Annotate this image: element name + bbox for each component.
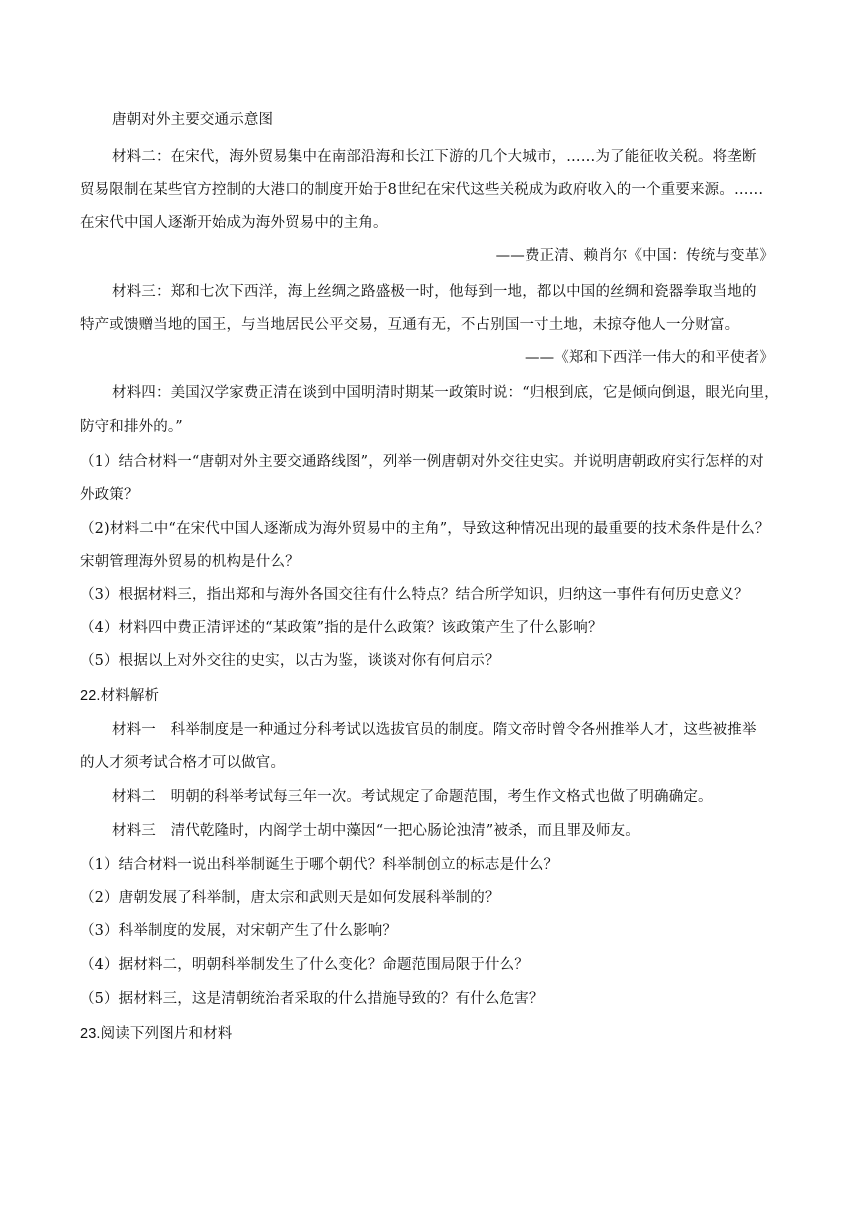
material4-line2: 防守和排外的。” [80, 419, 183, 435]
q22-question1: （1）结合材料一说出科举制诞生于哪个朝代？科举制创立的标志是什么？ [80, 857, 559, 873]
material2-line3: 在宋代中国人逐渐开始成为海外贸易中的主角。 [80, 215, 388, 231]
material3-line1: 材料三：郑和七次下西洋，海上丝绸之路盛极一时，他每到一地，都以中国的丝绸和瓷器拳取当地的 [112, 284, 757, 300]
q22-heading: 22.材料解析 [80, 688, 160, 704]
q21-question4: （4）材料四中费正清评述的“某政策”指的是什么政策？该政策产生了什么影响？ [80, 620, 603, 636]
material3-source: ——《郑和下西洋一伟大的和平使者》 [524, 350, 774, 366]
q22-material3: 材料三 清代乾隆时，内阁学士胡中藻因“一把心肠论浊清”被杀，而且罪及师友。 [112, 823, 640, 839]
q21-question2-line2: 宋朝管理海外贸易的机构是什么？ [80, 554, 300, 570]
q21-question2-line1: （2)材料二中“在宋代中国人逐渐成为海外贸易中的主角”，导致这种情况出现的最重要的技术条件是什么？ [80, 521, 770, 537]
q22-material1-line2: 的人才须考试合格才可以做官。 [80, 755, 286, 771]
q22-question4: （4）据材料二，明朝科举制发生了什么变化？命题范围局限于什么？ [80, 957, 529, 973]
q22-question5: （5）据材料三，这是清朝统治者采取的什么措施导致的？有什么危害？ [80, 991, 544, 1007]
material3-line2: 特产或馈赠当地的国王，与当地居民公平交易，互通有无，不占别国一寸土地，未掠夺他人一分财富。 [80, 317, 740, 333]
q21-question1-line1: （1）结合材料一“唐朝对外主要交通路线图”，列举一例唐朝对外交往史实。并说明唐朝政府实行怎样的对 [80, 454, 764, 470]
q21-question5: （5）根据以上对外交往的史实，以古为鉴，谈谈对你有何启示？ [80, 653, 500, 669]
q21-question1-line2: 外政策？ [80, 487, 139, 503]
material4-line1: 材料四：美国汉学家费正清在谈到中国明清时期某一政策时说：“归根到底，它是倾向倒退，眼光向里， [112, 385, 779, 401]
q23-heading: 23.阅读下列图片和材料 [80, 1026, 233, 1042]
q21-question3: （3）根据材料三，指出郑和与海外各国交往有什么特点？结合所学知识，归纳这一事件有何历史意义？ [80, 587, 749, 603]
q22-question3: （3）科举制度的发展，对宋朝产生了什么影响？ [80, 923, 398, 939]
material2-line1: 材料二：在宋代，海外贸易集中在南部沿海和长江下游的几个大城市，……为了能征收关税。将垄断 [112, 149, 757, 165]
map-caption: 唐朝对外主要交通示意图 [112, 112, 274, 128]
material2-source: ——费正清、赖肖尔《中国：传统与变革》 [495, 248, 774, 264]
q22-material1-line1: 材料一 科举制度是一种通过分科考试以选拔官员的制度。隋文帝时曾令各州推举人才，这些被推举 [112, 722, 757, 738]
material2-line2: 贸易限制在某些官方控制的大港口的制度开始于8世纪在宋代这些关税成为政府收入的一个重要来源。…… [80, 182, 764, 198]
q22-question2: （2）唐朝发展了科举制，唐太宗和武则天是如何发展科举制的？ [80, 890, 500, 906]
q22-material2: 材料二 明朝的科举考试每三年一次。考试规定了命题范围，考生作文格式也做了明确确定。 [112, 789, 713, 805]
